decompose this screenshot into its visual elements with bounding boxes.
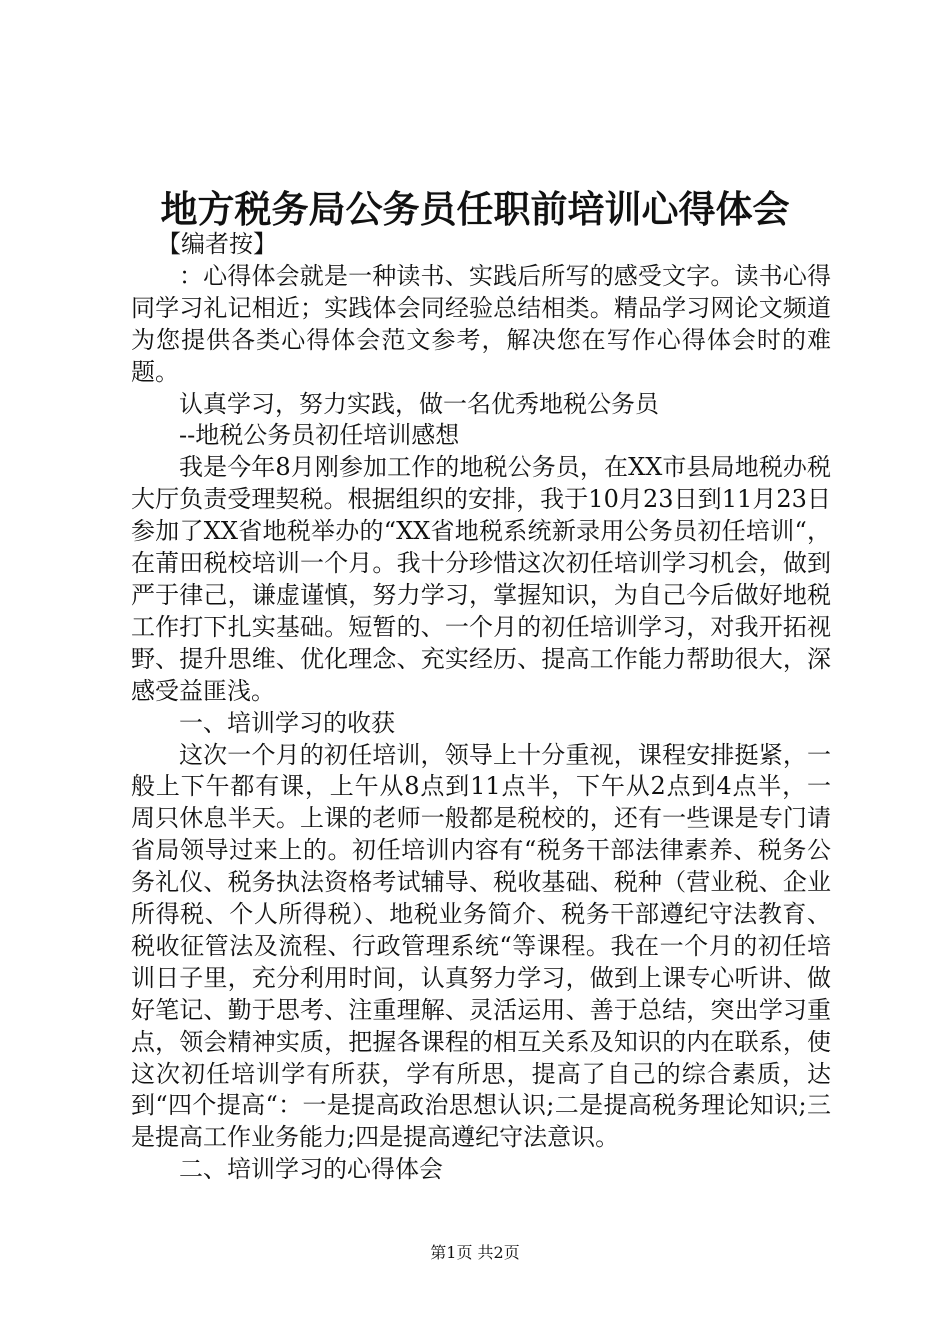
section-heading-2: 二、培训学习的心得体会 <box>179 1155 443 1184</box>
article-heading: 认真学习，努力实践，做一名优秀地税公务员 <box>179 389 659 418</box>
intro-paragraph: 我是今年8月刚参加工作的地税公务员，在XX市县局地税办税大厅负责受理契税。根据组织的安排，我于10月23日到11月23日参加了XX省地税举办的“XX省地税系统新录用公务员初任培训“，在莆田税校培训一个月。我十分珍惜这次初任培训学习机会，做到严于律己，谦虚谨慎，努力学习，掌握知识，为自己今后做好地税工作打下扎实基础。短暂的、一个月的初任培训学习，对我开拓视野、提升思维、优化理念、充实经历、提高工作能力帮助很大，深感受益匪浅。 <box>131 453 831 705</box>
document-title: 地方税务局公务员任职前培训心得体会 <box>160 188 790 231</box>
section-heading-1: 一、培训学习的收获 <box>179 708 395 737</box>
page-number-footer: 第1页 共2页 <box>430 1243 520 1262</box>
section-paragraph-1: 这次一个月的初任培训，领导上十分重视，课程安排挺紧，一般上下午都有课，上午从8点到11点半，下午从2点到4点半，一周只休息半天。上课的老师一般都是税校的，还有一些课是专门请省局领导过来上的。初任培训内容有“税务干部法律素养、税务公务礼仪、税务执法资格考试辅导、税收基础、税种（营业税、企业所得税、个人所得税）、地税业务简介、税务干部遵纪守法教育、税收征管法及流程、行政管理系统“等课程。我在一个月的初任培训日子里，充分利用时间，认真努力学习，做到上课专心听讲、做好笔记、勤于思考、注重理解、灵活运用、善于总结，突出学习重点，领会精神实质，把握各课程的相互关系及知识的内在联系，使这次初任培训学有所获，学有所思，提高了自己的综合素质，达到“四个提高“：一是提高政治思想认识;二是提高税务理论知识;三是提高工作业务能力;四是提高遵纪守法意识。 <box>131 740 831 1152</box>
article-subheading: --地税公务员初任培训感想 <box>179 421 460 450</box>
document-body <box>131 229 831 1186</box>
editor-note-text: ：心得体会就是一种读书、实践后所写的感受文字。读书心得同学习礼记相近；实践体会同经验总结相类。精品学习网论文频道为您提供各类心得体会范文参考，解决您在写作心得体会时的难题。 <box>131 261 831 386</box>
editor-note-heading: 【编者按】 <box>157 230 277 258</box>
